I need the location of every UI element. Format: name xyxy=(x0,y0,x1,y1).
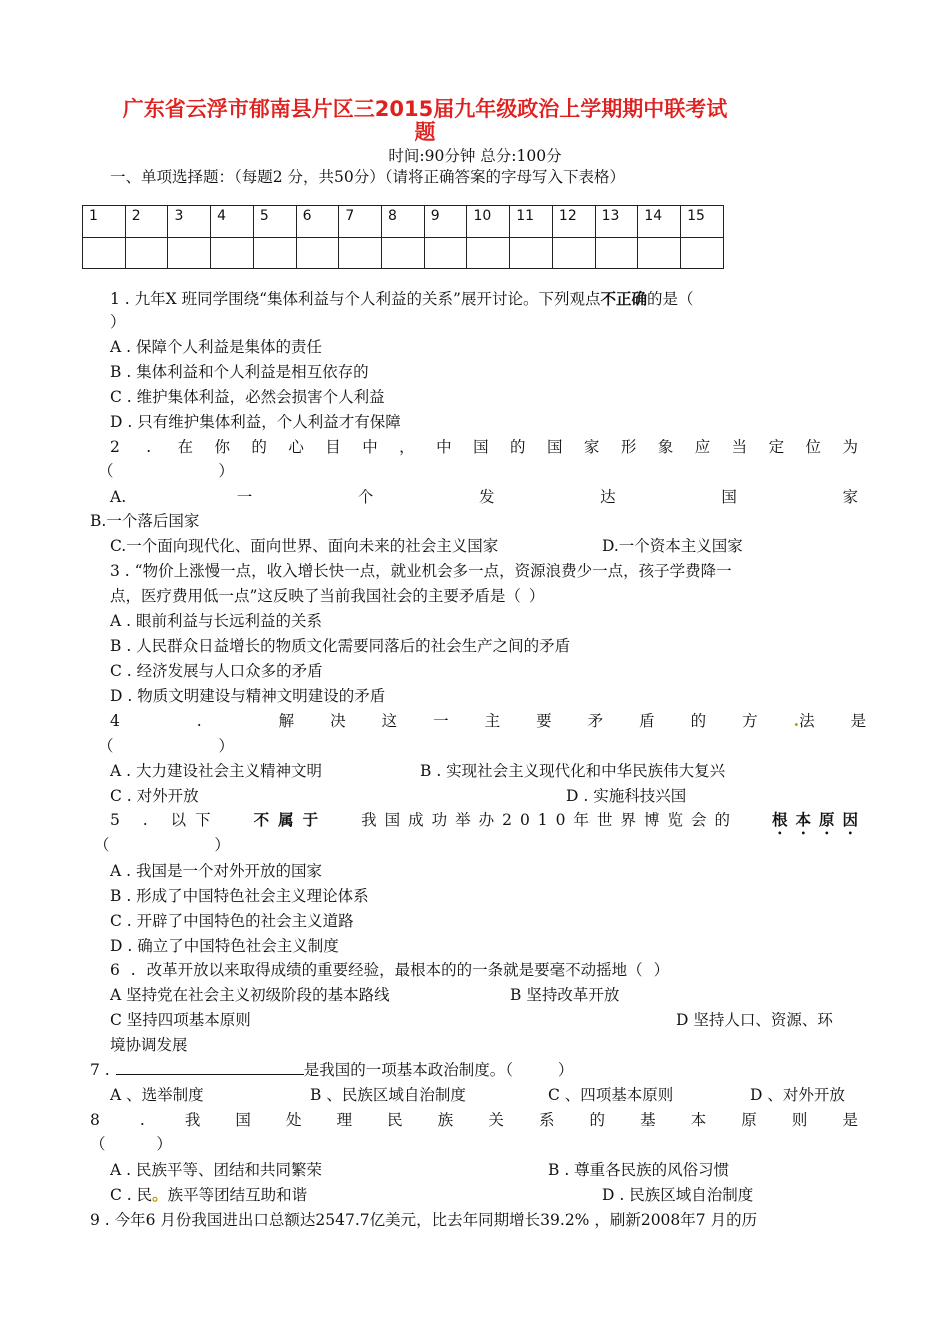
question-1-emphasis: 不正确 xyxy=(600,290,647,308)
answer-table-header-cell: 7 xyxy=(339,206,382,238)
answer-table-header-cell: 8 xyxy=(382,206,425,238)
question-4-option-a: A . 大力建设社会主义精神文明 xyxy=(110,762,322,780)
question-4-option-c: C . 对外开放 xyxy=(110,787,199,805)
answer-table-input-row xyxy=(83,237,724,269)
question-3-option-b: B . 人民群众日益增长的物质文化需要同落后的社会生产之间的矛盾 xyxy=(110,637,571,655)
question-4-text: 4 . 解决这一主要矛盾的方 xyxy=(110,712,794,730)
answer-table-header-cell: 10 xyxy=(467,206,510,238)
question-1-stem xyxy=(110,289,694,309)
question-5-option-c: C . 开辟了中国特色的社会主义道路 xyxy=(110,912,354,930)
question-7-option-a: A 、选举制度 xyxy=(110,1086,204,1104)
answer-cell[interactable] xyxy=(339,237,382,269)
question-2-option-d: D.一个资本主义国家 xyxy=(602,537,743,555)
question-8-option-c-text: C . 民 xyxy=(110,1186,153,1204)
answer-table-header-cell: 3 xyxy=(168,206,211,238)
question-1-text: 1 . 九年X 班同学围绕“集体利益与个人利益的关系”展开讨论。下列观点 xyxy=(110,290,601,308)
question-5-option-b: B . 形成了中国特色社会主义理论体系 xyxy=(110,887,369,905)
exam-info: 时间:90分钟 总分:100分 xyxy=(388,147,562,165)
question-6-stem: 6 . 改革开放以来取得成绩的重要经验，最根本的的一条就是要毫不动摇地（ ） xyxy=(110,961,670,979)
question-1-option-a: A . 保障个人利益是集体的责任 xyxy=(110,338,322,356)
question-2-option-b: B.一个落后国家 xyxy=(90,512,200,530)
question-3-option-c: C . 经济发展与人口众多的矛盾 xyxy=(110,662,323,680)
question-2-paren: （ ） xyxy=(98,462,234,480)
question-9-stem: 9 . 今年6 月份我国进出口总额达2547.7亿美元，比去年同期增长39.2% ，刷新2008年7 月的历 xyxy=(90,1211,758,1229)
question-7-stem xyxy=(90,1060,573,1080)
question-7-option-c: C 、四项基本原则 xyxy=(548,1086,674,1104)
question-8-mark: 。 xyxy=(152,1185,168,1204)
question-5-option-a: A . 我国是一个对外开放的国家 xyxy=(110,862,322,880)
question-6-option-d: D 坚持人口、资源、环 xyxy=(676,1011,833,1029)
question-2-option-c: C.一个面向现代化、面向世界、面向未来的社会主义国家 xyxy=(110,537,499,555)
answer-cell[interactable] xyxy=(510,237,553,269)
question-7-option-d: D 、对外开放 xyxy=(750,1086,845,1104)
question-1-paren: ） xyxy=(110,313,126,331)
answer-cell[interactable] xyxy=(296,237,339,269)
answer-table-header-cell: 9 xyxy=(424,206,467,238)
question-4-mark: . xyxy=(793,711,800,730)
answer-cell[interactable] xyxy=(638,237,681,269)
document-title-line1: 广东省云浮市郁南县片区三2015届九年级政治上学期期中联考试 xyxy=(122,97,728,121)
answer-table-header-cell: 11 xyxy=(510,206,553,238)
answer-table-header-cell: 2 xyxy=(125,206,168,238)
question-8-stem: 8 . 我国处理民族关系的基本原则是 xyxy=(90,1111,858,1129)
answer-cell[interactable] xyxy=(125,237,168,269)
question-7-text: 是我国的一项基本政治制度。（ ） xyxy=(303,1061,574,1079)
question-3-option-a: A . 眼前利益与长远利益的关系 xyxy=(110,612,322,630)
answer-cell[interactable] xyxy=(681,237,724,269)
answer-table-header-cell: 13 xyxy=(595,206,638,238)
question-1-text-end: 的是（ xyxy=(646,290,694,308)
question-5-text-mid: 我国成功举办2010年世界博览会的 xyxy=(361,811,739,829)
question-6-option-b: B 坚持改革开放 xyxy=(510,986,620,1004)
answer-table-header-cell: 4 xyxy=(211,206,254,238)
question-6-option-c: C 坚持四项基本原则 xyxy=(110,1011,251,1029)
answer-cell[interactable] xyxy=(168,237,211,269)
question-3-option-d: D . 物质文明建设与精神文明建设的矛盾 xyxy=(110,687,386,705)
answer-cell[interactable] xyxy=(552,237,595,269)
question-4-stem xyxy=(110,711,903,731)
answer-cell[interactable] xyxy=(467,237,510,269)
answer-cell[interactable] xyxy=(83,237,126,269)
question-4-text-end: 法是 xyxy=(799,712,903,730)
answer-table-header-cell: 6 xyxy=(296,206,339,238)
question-1-option-d: D . 只有维护集体利益，个人利益才有保障 xyxy=(110,413,401,431)
question-5-emphasis-2: 根本原因 xyxy=(771,811,866,829)
question-2-stem: 2 . 在你的心目中，中国的国家形象应当定位为 xyxy=(110,438,858,456)
answer-table-header-cell: 5 xyxy=(253,206,296,238)
answer-cell[interactable] xyxy=(382,237,425,269)
answer-cell[interactable] xyxy=(595,237,638,269)
question-4-option-b: B . 实现社会主义现代化和中华民族伟大复兴 xyxy=(420,762,726,780)
answer-table-header-cell: 12 xyxy=(552,206,595,238)
question-7-blank[interactable] xyxy=(116,1060,304,1075)
question-5-stem xyxy=(110,810,866,838)
question-8-paren: （ ） xyxy=(90,1135,172,1153)
question-7-option-b: B 、民族区域自治制度 xyxy=(310,1086,466,1104)
question-1-option-b: B . 集体利益和个人利益是相互依存的 xyxy=(110,363,369,381)
answer-table xyxy=(82,205,724,269)
answer-table-header-cell: 14 xyxy=(638,206,681,238)
answer-table-header-cell: 1 xyxy=(83,206,126,238)
question-4-paren: （ ） xyxy=(98,737,234,755)
answer-cell[interactable] xyxy=(211,237,254,269)
section-heading: 一、单项选择题：（每题2 分，共50分）（请将正确答案的字母写入下表格） xyxy=(110,168,626,186)
answer-cell[interactable] xyxy=(424,237,467,269)
answer-table-header-row xyxy=(83,206,724,238)
question-8-option-c-text-end: 族平等团结互助和谐 xyxy=(167,1186,308,1204)
question-5-text: 5 . 以下 xyxy=(110,811,220,829)
question-5-paren: （ ） xyxy=(94,836,230,854)
question-4-option-d: D . 实施科技兴国 xyxy=(566,787,687,805)
document-title-line2: 题 xyxy=(414,120,436,144)
question-6-option-a: A 坚持党在社会主义初级阶段的基本路线 xyxy=(110,986,390,1004)
answer-cell[interactable] xyxy=(253,237,296,269)
question-8-option-b: B . 尊重各民族的风俗习惯 xyxy=(548,1161,730,1179)
answer-table-header-cell: 15 xyxy=(681,206,724,238)
question-8-option-c xyxy=(110,1185,307,1205)
question-8-option-a: A . 民族平等、团结和共同繁荣 xyxy=(110,1161,322,1179)
question-8-option-d: D . 民族区域自治制度 xyxy=(602,1186,754,1204)
question-7-number: 7 . xyxy=(90,1061,110,1079)
question-3-stem-line2: 点，医疗费用低一点”这反映了当前我国社会的主要矛盾是（ ） xyxy=(110,587,545,605)
question-1-option-c: C . 维护集体利益，必然会损害个人利益 xyxy=(110,388,385,406)
question-6-option-d-cont: 境协调发展 xyxy=(110,1036,188,1054)
question-5-option-d: D . 确立了中国特色社会主义制度 xyxy=(110,937,339,955)
question-3-stem-line1: 3 . “物价上涨慢一点，收入增长快一点，就业机会多一点，资源浪费少一点，孩子学费降一 xyxy=(110,562,732,580)
question-2-option-a: A. 一个发达国家 xyxy=(110,488,858,506)
question-5-emphasis-1: 不属于 xyxy=(253,811,328,829)
